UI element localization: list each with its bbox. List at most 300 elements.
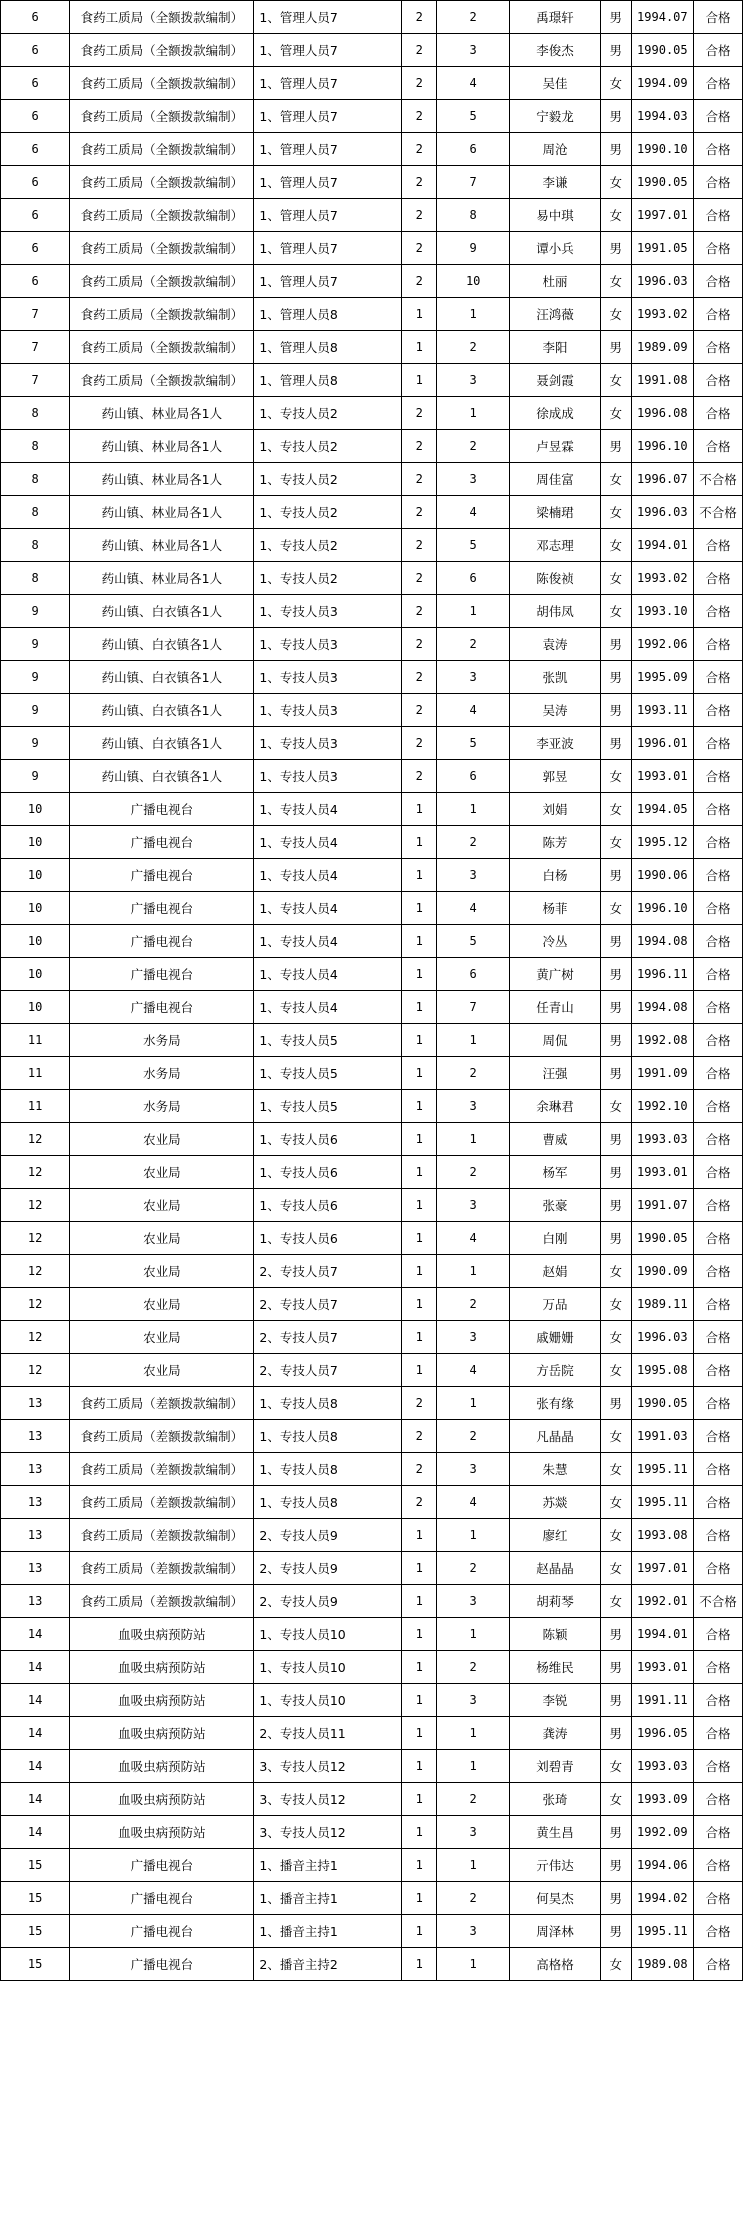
result-cell: 合格 xyxy=(694,100,743,133)
quota-cell: 1 xyxy=(402,1717,437,1750)
seq-cell: 2 xyxy=(437,1552,510,1585)
gender-cell: 女 xyxy=(600,1090,631,1123)
position-cell: 1、专技人员5 xyxy=(254,1057,402,1090)
birth-cell: 1991.08 xyxy=(631,364,693,397)
result-cell: 合格 xyxy=(694,628,743,661)
birth-cell: 1994.06 xyxy=(631,1849,693,1882)
unit-cell: 农业局 xyxy=(70,1354,254,1387)
quota-cell: 1 xyxy=(402,1321,437,1354)
table-row xyxy=(1,1024,743,1057)
unit-cell: 食药工质局（全额拨款编制） xyxy=(70,298,254,331)
group-no-cell: 13 xyxy=(1,1519,70,1552)
result-cell: 合格 xyxy=(694,1189,743,1222)
name-cell: 赵娟 xyxy=(510,1255,601,1288)
unit-cell: 食药工质局（差额拨款编制） xyxy=(70,1453,254,1486)
group-no-cell: 8 xyxy=(1,463,70,496)
seq-cell: 2 xyxy=(437,1156,510,1189)
seq-cell: 6 xyxy=(437,133,510,166)
gender-cell: 男 xyxy=(600,958,631,991)
table-row xyxy=(1,1222,743,1255)
seq-cell: 9 xyxy=(437,232,510,265)
group-no-cell: 9 xyxy=(1,727,70,760)
gender-cell: 女 xyxy=(600,1552,631,1585)
position-cell: 1、专技人员8 xyxy=(254,1453,402,1486)
position-cell: 3、专技人员12 xyxy=(254,1816,402,1849)
result-cell: 合格 xyxy=(694,1486,743,1519)
gender-cell: 男 xyxy=(600,1024,631,1057)
name-cell: 卢昱霖 xyxy=(510,430,601,463)
name-cell: 张凯 xyxy=(510,661,601,694)
name-cell: 李亚波 xyxy=(510,727,601,760)
seq-cell: 6 xyxy=(437,562,510,595)
group-no-cell: 9 xyxy=(1,760,70,793)
quota-cell: 1 xyxy=(402,1222,437,1255)
result-cell: 不合格 xyxy=(694,1585,743,1618)
unit-cell: 广播电视台 xyxy=(70,793,254,826)
name-cell: 张有缘 xyxy=(510,1387,601,1420)
quota-cell: 2 xyxy=(402,661,437,694)
table-body xyxy=(1,1,743,1981)
table-row xyxy=(1,1090,743,1123)
birth-cell: 1994.01 xyxy=(631,529,693,562)
result-cell: 合格 xyxy=(694,892,743,925)
table-row xyxy=(1,1816,743,1849)
birth-cell: 1993.03 xyxy=(631,1123,693,1156)
unit-cell: 广播电视台 xyxy=(70,991,254,1024)
gender-cell: 男 xyxy=(600,1915,631,1948)
unit-cell: 药山镇、白衣镇各1人 xyxy=(70,661,254,694)
quota-cell: 2 xyxy=(402,595,437,628)
quota-cell: 1 xyxy=(402,1156,437,1189)
group-no-cell: 9 xyxy=(1,628,70,661)
name-cell: 高格格 xyxy=(510,1948,601,1981)
name-cell: 谭小兵 xyxy=(510,232,601,265)
seq-cell: 4 xyxy=(437,496,510,529)
birth-cell: 1996.07 xyxy=(631,463,693,496)
gender-cell: 女 xyxy=(600,1486,631,1519)
name-cell: 周沧 xyxy=(510,133,601,166)
position-cell: 1、专技人员10 xyxy=(254,1651,402,1684)
unit-cell: 食药工质局（全额拨款编制） xyxy=(70,265,254,298)
name-cell: 周泽林 xyxy=(510,1915,601,1948)
unit-cell: 广播电视台 xyxy=(70,892,254,925)
gender-cell: 女 xyxy=(600,1519,631,1552)
gender-cell: 男 xyxy=(600,1618,631,1651)
seq-cell: 2 xyxy=(437,826,510,859)
result-cell: 合格 xyxy=(694,1321,743,1354)
position-cell: 1、管理人员8 xyxy=(254,298,402,331)
quota-cell: 1 xyxy=(402,793,437,826)
table-row xyxy=(1,826,743,859)
result-cell: 合格 xyxy=(694,760,743,793)
quota-cell: 2 xyxy=(402,463,437,496)
gender-cell: 女 xyxy=(600,529,631,562)
quota-cell: 1 xyxy=(402,1651,437,1684)
birth-cell: 1995.11 xyxy=(631,1486,693,1519)
table-row xyxy=(1,1915,743,1948)
name-cell: 白杨 xyxy=(510,859,601,892)
table-row xyxy=(1,1387,743,1420)
unit-cell: 食药工质局（全额拨款编制） xyxy=(70,166,254,199)
group-no-cell: 14 xyxy=(1,1651,70,1684)
table-row xyxy=(1,331,743,364)
table-row xyxy=(1,100,743,133)
group-no-cell: 6 xyxy=(1,133,70,166)
table-row xyxy=(1,1453,743,1486)
seq-cell: 4 xyxy=(437,892,510,925)
unit-cell: 食药工质局（全额拨款编制） xyxy=(70,67,254,100)
table-row xyxy=(1,1750,743,1783)
group-no-cell: 8 xyxy=(1,496,70,529)
position-cell: 1、专技人员2 xyxy=(254,463,402,496)
position-cell: 1、管理人员7 xyxy=(254,199,402,232)
name-cell: 刘娟 xyxy=(510,793,601,826)
quota-cell: 1 xyxy=(402,1552,437,1585)
table-row xyxy=(1,133,743,166)
seq-cell: 4 xyxy=(437,1486,510,1519)
name-cell: 亓伟达 xyxy=(510,1849,601,1882)
group-no-cell: 11 xyxy=(1,1090,70,1123)
unit-cell: 食药工质局（差额拨款编制） xyxy=(70,1552,254,1585)
name-cell: 汪强 xyxy=(510,1057,601,1090)
gender-cell: 女 xyxy=(600,1420,631,1453)
birth-cell: 1996.03 xyxy=(631,1321,693,1354)
group-no-cell: 14 xyxy=(1,1816,70,1849)
birth-cell: 1994.01 xyxy=(631,1618,693,1651)
group-no-cell: 14 xyxy=(1,1684,70,1717)
gender-cell: 男 xyxy=(600,1387,631,1420)
position-cell: 1、管理人员7 xyxy=(254,133,402,166)
seq-cell: 1 xyxy=(437,1849,510,1882)
gender-cell: 女 xyxy=(600,166,631,199)
quota-cell: 1 xyxy=(402,1750,437,1783)
birth-cell: 1993.02 xyxy=(631,298,693,331)
result-cell: 合格 xyxy=(694,67,743,100)
table-row xyxy=(1,562,743,595)
result-cell: 合格 xyxy=(694,991,743,1024)
gender-cell: 男 xyxy=(600,34,631,67)
quota-cell: 2 xyxy=(402,430,437,463)
position-cell: 1、专技人员10 xyxy=(254,1684,402,1717)
table-row xyxy=(1,661,743,694)
gender-cell: 男 xyxy=(600,991,631,1024)
unit-cell: 药山镇、林业局各1人 xyxy=(70,463,254,496)
gender-cell: 男 xyxy=(600,1189,631,1222)
quota-cell: 1 xyxy=(402,1585,437,1618)
table-row xyxy=(1,529,743,562)
table-row xyxy=(1,298,743,331)
quota-cell: 1 xyxy=(402,1849,437,1882)
quota-cell: 2 xyxy=(402,265,437,298)
position-cell: 2、专技人员7 xyxy=(254,1255,402,1288)
result-cell: 合格 xyxy=(694,1420,743,1453)
name-cell: 黄广树 xyxy=(510,958,601,991)
name-cell: 袁涛 xyxy=(510,628,601,661)
gender-cell: 女 xyxy=(600,793,631,826)
result-cell: 合格 xyxy=(694,1453,743,1486)
quota-cell: 2 xyxy=(402,1420,437,1453)
result-cell: 合格 xyxy=(694,265,743,298)
group-no-cell: 12 xyxy=(1,1354,70,1387)
gender-cell: 女 xyxy=(600,496,631,529)
result-cell: 合格 xyxy=(694,331,743,364)
seq-cell: 5 xyxy=(437,100,510,133)
group-no-cell: 6 xyxy=(1,199,70,232)
unit-cell: 农业局 xyxy=(70,1288,254,1321)
position-cell: 1、专技人员6 xyxy=(254,1189,402,1222)
quota-cell: 1 xyxy=(402,1255,437,1288)
group-no-cell: 10 xyxy=(1,859,70,892)
result-cell: 合格 xyxy=(694,34,743,67)
unit-cell: 血吸虫病预防站 xyxy=(70,1717,254,1750)
birth-cell: 1996.10 xyxy=(631,892,693,925)
unit-cell: 广播电视台 xyxy=(70,925,254,958)
quota-cell: 1 xyxy=(402,859,437,892)
table-row xyxy=(1,364,743,397)
name-cell: 张豪 xyxy=(510,1189,601,1222)
seq-cell: 1 xyxy=(437,1948,510,1981)
result-cell: 合格 xyxy=(694,694,743,727)
birth-cell: 1991.09 xyxy=(631,1057,693,1090)
name-cell: 杨菲 xyxy=(510,892,601,925)
unit-cell: 食药工质局（全额拨款编制） xyxy=(70,364,254,397)
group-no-cell: 12 xyxy=(1,1321,70,1354)
unit-cell: 药山镇、林业局各1人 xyxy=(70,430,254,463)
group-no-cell: 6 xyxy=(1,1,70,34)
birth-cell: 1996.05 xyxy=(631,1717,693,1750)
unit-cell: 食药工质局（差额拨款编制） xyxy=(70,1486,254,1519)
gender-cell: 女 xyxy=(600,826,631,859)
gender-cell: 女 xyxy=(600,1255,631,1288)
name-cell: 聂剑霞 xyxy=(510,364,601,397)
group-no-cell: 12 xyxy=(1,1288,70,1321)
gender-cell: 女 xyxy=(600,1585,631,1618)
group-no-cell: 7 xyxy=(1,298,70,331)
gender-cell: 女 xyxy=(600,397,631,430)
position-cell: 1、管理人员7 xyxy=(254,100,402,133)
name-cell: 李锐 xyxy=(510,1684,601,1717)
result-cell: 合格 xyxy=(694,1783,743,1816)
birth-cell: 1992.06 xyxy=(631,628,693,661)
position-cell: 1、专技人员2 xyxy=(254,562,402,595)
unit-cell: 水务局 xyxy=(70,1024,254,1057)
quota-cell: 1 xyxy=(402,1024,437,1057)
group-no-cell: 13 xyxy=(1,1585,70,1618)
position-cell: 3、专技人员12 xyxy=(254,1783,402,1816)
name-cell: 宁毅龙 xyxy=(510,100,601,133)
gender-cell: 女 xyxy=(600,199,631,232)
table-row xyxy=(1,793,743,826)
result-cell: 合格 xyxy=(694,1519,743,1552)
table-row xyxy=(1,1057,743,1090)
name-cell: 胡莉琴 xyxy=(510,1585,601,1618)
unit-cell: 药山镇、林业局各1人 xyxy=(70,529,254,562)
group-no-cell: 15 xyxy=(1,1915,70,1948)
group-no-cell: 9 xyxy=(1,595,70,628)
group-no-cell: 8 xyxy=(1,430,70,463)
name-cell: 吴涛 xyxy=(510,694,601,727)
table-row xyxy=(1,1,743,34)
group-no-cell: 11 xyxy=(1,1057,70,1090)
quota-cell: 1 xyxy=(402,991,437,1024)
table-row xyxy=(1,1321,743,1354)
gender-cell: 男 xyxy=(600,1057,631,1090)
result-cell: 合格 xyxy=(694,133,743,166)
quota-cell: 2 xyxy=(402,562,437,595)
unit-cell: 药山镇、白衣镇各1人 xyxy=(70,694,254,727)
result-cell: 合格 xyxy=(694,1948,743,1981)
table-row xyxy=(1,1618,743,1651)
table-row xyxy=(1,463,743,496)
unit-cell: 食药工质局（全额拨款编制） xyxy=(70,1,254,34)
result-cell: 合格 xyxy=(694,562,743,595)
group-no-cell: 10 xyxy=(1,826,70,859)
birth-cell: 1993.03 xyxy=(631,1750,693,1783)
name-cell: 陈俊祯 xyxy=(510,562,601,595)
unit-cell: 食药工质局（全额拨款编制） xyxy=(70,34,254,67)
group-no-cell: 10 xyxy=(1,793,70,826)
quota-cell: 1 xyxy=(402,1915,437,1948)
position-cell: 1、专技人员6 xyxy=(254,1156,402,1189)
unit-cell: 农业局 xyxy=(70,1255,254,1288)
group-no-cell: 12 xyxy=(1,1255,70,1288)
unit-cell: 水务局 xyxy=(70,1090,254,1123)
quota-cell: 2 xyxy=(402,232,437,265)
group-no-cell: 7 xyxy=(1,364,70,397)
name-cell: 郭昱 xyxy=(510,760,601,793)
position-cell: 1、管理人员8 xyxy=(254,364,402,397)
group-no-cell: 10 xyxy=(1,991,70,1024)
birth-cell: 1995.12 xyxy=(631,826,693,859)
gender-cell: 女 xyxy=(600,760,631,793)
name-cell: 朱慧 xyxy=(510,1453,601,1486)
position-cell: 1、专技人员3 xyxy=(254,727,402,760)
position-cell: 1、专技人员2 xyxy=(254,430,402,463)
birth-cell: 1990.05 xyxy=(631,166,693,199)
table-row xyxy=(1,1255,743,1288)
position-cell: 1、专技人员4 xyxy=(254,793,402,826)
table-row xyxy=(1,958,743,991)
group-no-cell: 6 xyxy=(1,166,70,199)
seq-cell: 1 xyxy=(437,397,510,430)
birth-cell: 1993.09 xyxy=(631,1783,693,1816)
name-cell: 邓志理 xyxy=(510,529,601,562)
birth-cell: 1994.08 xyxy=(631,991,693,1024)
seq-cell: 2 xyxy=(437,331,510,364)
result-cell: 不合格 xyxy=(694,463,743,496)
table-row xyxy=(1,496,743,529)
group-no-cell: 12 xyxy=(1,1123,70,1156)
table-row xyxy=(1,628,743,661)
seq-cell: 1 xyxy=(437,298,510,331)
name-cell: 龚涛 xyxy=(510,1717,601,1750)
gender-cell: 男 xyxy=(600,1717,631,1750)
group-no-cell: 13 xyxy=(1,1387,70,1420)
unit-cell: 农业局 xyxy=(70,1123,254,1156)
group-no-cell: 10 xyxy=(1,958,70,991)
result-cell: 合格 xyxy=(694,1222,743,1255)
group-no-cell: 14 xyxy=(1,1717,70,1750)
result-cell: 合格 xyxy=(694,1123,743,1156)
result-cell: 合格 xyxy=(694,1684,743,1717)
seq-cell: 6 xyxy=(437,760,510,793)
seq-cell: 3 xyxy=(437,1684,510,1717)
group-no-cell: 7 xyxy=(1,331,70,364)
result-cell: 合格 xyxy=(694,529,743,562)
result-cell: 合格 xyxy=(694,1750,743,1783)
name-cell: 戚姗姗 xyxy=(510,1321,601,1354)
result-cell: 合格 xyxy=(694,925,743,958)
seq-cell: 3 xyxy=(437,1189,510,1222)
quota-cell: 2 xyxy=(402,760,437,793)
table-row xyxy=(1,1354,743,1387)
seq-cell: 7 xyxy=(437,166,510,199)
quota-cell: 1 xyxy=(402,1057,437,1090)
gender-cell: 男 xyxy=(600,694,631,727)
birth-cell: 1996.03 xyxy=(631,496,693,529)
seq-cell: 4 xyxy=(437,694,510,727)
position-cell: 1、管理人员7 xyxy=(254,232,402,265)
unit-cell: 药山镇、白衣镇各1人 xyxy=(70,628,254,661)
seq-cell: 5 xyxy=(437,727,510,760)
birth-cell: 1989.08 xyxy=(631,1948,693,1981)
table-row xyxy=(1,694,743,727)
result-cell: 合格 xyxy=(694,826,743,859)
seq-cell: 2 xyxy=(437,1420,510,1453)
position-cell: 1、专技人员6 xyxy=(254,1123,402,1156)
birth-cell: 1995.11 xyxy=(631,1453,693,1486)
seq-cell: 1 xyxy=(437,595,510,628)
gender-cell: 女 xyxy=(600,892,631,925)
table-row xyxy=(1,1882,743,1915)
position-cell: 1、专技人员3 xyxy=(254,661,402,694)
position-cell: 1、专技人员6 xyxy=(254,1222,402,1255)
group-no-cell: 13 xyxy=(1,1420,70,1453)
birth-cell: 1994.03 xyxy=(631,100,693,133)
unit-cell: 血吸虫病预防站 xyxy=(70,1816,254,1849)
group-no-cell: 6 xyxy=(1,100,70,133)
seq-cell: 3 xyxy=(437,859,510,892)
unit-cell: 广播电视台 xyxy=(70,958,254,991)
seq-cell: 1 xyxy=(437,1750,510,1783)
table-row xyxy=(1,1684,743,1717)
result-cell: 合格 xyxy=(694,199,743,232)
result-cell: 合格 xyxy=(694,1255,743,1288)
position-cell: 1、专技人员8 xyxy=(254,1420,402,1453)
name-cell: 杨军 xyxy=(510,1156,601,1189)
result-cell: 合格 xyxy=(694,1717,743,1750)
quota-cell: 2 xyxy=(402,1453,437,1486)
seq-cell: 3 xyxy=(437,364,510,397)
name-cell: 何昊杰 xyxy=(510,1882,601,1915)
quota-cell: 2 xyxy=(402,166,437,199)
table-row xyxy=(1,232,743,265)
birth-cell: 1991.05 xyxy=(631,232,693,265)
name-cell: 苏燚 xyxy=(510,1486,601,1519)
name-cell: 吴佳 xyxy=(510,67,601,100)
position-cell: 1、管理人员7 xyxy=(254,34,402,67)
table-row xyxy=(1,1189,743,1222)
seq-cell: 3 xyxy=(437,661,510,694)
position-cell: 2、专技人员9 xyxy=(254,1552,402,1585)
group-no-cell: 10 xyxy=(1,925,70,958)
table-row xyxy=(1,1585,743,1618)
group-no-cell: 13 xyxy=(1,1486,70,1519)
result-cell: 合格 xyxy=(694,1090,743,1123)
birth-cell: 1994.07 xyxy=(631,1,693,34)
birth-cell: 1994.05 xyxy=(631,793,693,826)
unit-cell: 药山镇、白衣镇各1人 xyxy=(70,760,254,793)
